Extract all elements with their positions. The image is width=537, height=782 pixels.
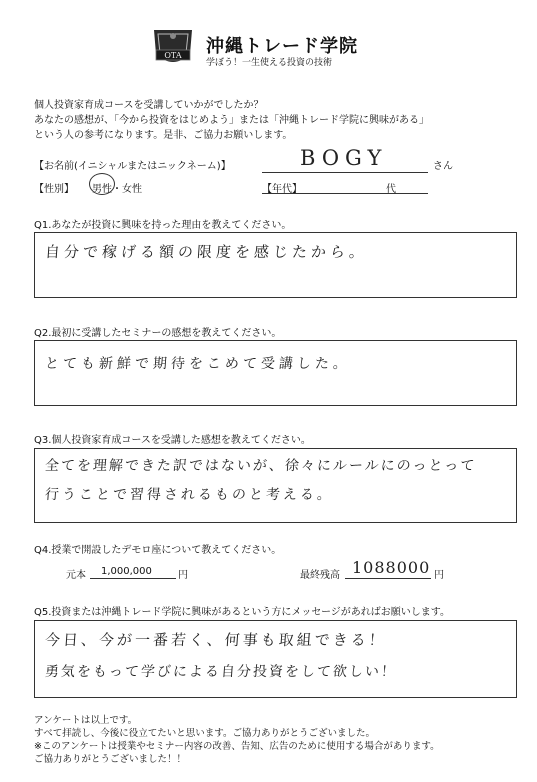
q3-answer-line1: 全てを理解できた訳ではないが、徐々にルールにのっとって bbox=[44, 458, 477, 474]
principal-underline bbox=[90, 578, 176, 579]
q3-answer-line2: 行うことで習得されるものと考える。 bbox=[44, 487, 335, 503]
q5-answer-line1: 今日、今が一番若く、何事も取組できる！ bbox=[44, 631, 388, 649]
age-label: 【年代】 bbox=[262, 184, 302, 195]
q2-answer: とても新鮮で期待をこめて受講した。 bbox=[44, 356, 352, 372]
intro-text bbox=[34, 98, 504, 143]
principal-unit: 円 bbox=[178, 570, 188, 581]
name-value: BOGY bbox=[300, 146, 388, 170]
ota-shield-logo bbox=[150, 24, 196, 70]
balance-unit: 円 bbox=[434, 570, 444, 581]
age-suffix: 代 bbox=[386, 184, 396, 195]
balance-label: 最終残高 bbox=[300, 570, 340, 581]
q1-answer: 自分で稼げる額の限度を感じたから。 bbox=[44, 243, 369, 261]
q5-answer-line2: 勇気をもって学びによる自分投資をして欲しい！ bbox=[44, 664, 398, 680]
q5-label: Q5.投資または沖縄トレード学院に興味があるという方にメッセージがあればお願いします。 bbox=[34, 607, 451, 618]
principal-value: 1,000,000 bbox=[101, 566, 152, 577]
name-label: 【お名前(イニシャルまたはニックネーム)】 bbox=[34, 161, 231, 172]
q2-answer-box bbox=[34, 340, 517, 406]
intro-line: 個人投資家育成コースを受講していかがでしたか？ bbox=[34, 100, 264, 111]
footer-text bbox=[34, 714, 440, 766]
age-underline bbox=[262, 193, 428, 194]
footer-line: アンケートは以上です。 bbox=[34, 715, 138, 726]
q3-answer-box bbox=[34, 448, 517, 523]
principal-label: 元本 bbox=[66, 570, 86, 581]
school-name: 沖縄トレード学院 bbox=[206, 36, 358, 57]
intro-line: あなたの感想が、「今から投資をはじめよう」または「沖縄トレード学院に興味がある」 bbox=[34, 115, 429, 126]
logo-text: OTA bbox=[164, 51, 182, 60]
intro-line: という人の参考になります。是非、ご協力お願いします。 bbox=[34, 130, 293, 141]
q3-label: Q3.個人投資家育成コースを受講した感想を教えてください。 bbox=[34, 435, 311, 446]
balance-value: 1088000 bbox=[352, 558, 431, 577]
footer-line: ※このアンケートは授業やセミナー内容の改善、告知、広告のために使用する場合があります。 bbox=[34, 741, 440, 752]
q1-answer-box bbox=[34, 232, 517, 298]
gender-label: 【性別】 bbox=[34, 184, 74, 195]
footer-line: ご協力ありがとうございました！！ bbox=[34, 754, 187, 765]
q2-label: Q2.最初に受講したセミナーの感想を教えてください。 bbox=[34, 328, 282, 339]
q5-answer-box bbox=[34, 620, 517, 698]
tagline: 学ぼう！一生使える投資の技術 bbox=[206, 58, 333, 68]
q1-label: Q1.あなたが投資に興味を持った理由を教えてください。 bbox=[34, 220, 292, 231]
q4-label: Q4.授業で開設したデモロ座について教えてください。 bbox=[34, 545, 282, 556]
name-suffix: さん bbox=[433, 161, 453, 172]
gender-options: 男性・女性 bbox=[92, 184, 142, 195]
footer-line: すべて拝読し、今後に役立てたいと思います。ご協力ありがとうございました。 bbox=[34, 728, 376, 739]
balance-underline bbox=[345, 578, 431, 579]
header bbox=[150, 24, 390, 74]
name-underline bbox=[262, 172, 428, 173]
